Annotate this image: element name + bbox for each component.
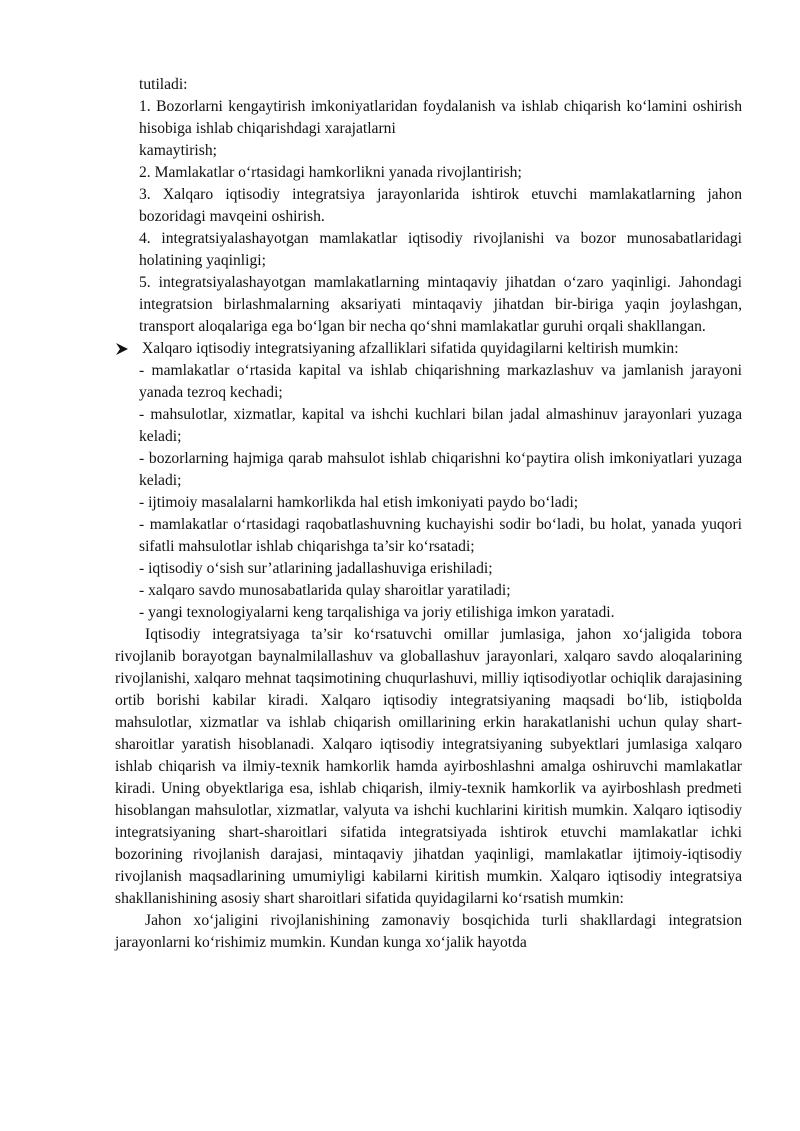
list-item-3: 3. Xalqaro iqtisodiy integratsiya jarayonlarida ishtirok etuvchi mamlakatlarning jahon bozoridagi mavqeini oshirish. xyxy=(139,186,742,225)
list-item-1: 1. Bozorlarni kengaytirish imkoniyatlaridan foydalanish va ishlab chiqarish ko‘lamini oshirish hisobiga ishlab chiqarishdagi xarajatlarni xyxy=(139,98,742,137)
body-paragraph-2: Jahon xo‘jaligini rivojlanishining zamonaviy bosqichida turli shakllardagi integratsion jarayonlarni ko‘rishimiz mumkin. Kundan kunga xo‘jalik hayotda xyxy=(115,912,742,951)
dash-item: - mamlakatlar o‘rtasidagi raqobatlashuvning kuchayishi sodir bo‘ladi, bu holat, yanada yuqori sifatli mahsulotlar ishlab chiqarishga ta’sir ko‘rsatadi; xyxy=(139,516,742,555)
dash-item: - mamlakatlar o‘rtasida kapital va ishlab chiqarishning markazlashuv va jamlanish jarayoni yanada tezroq kechadi; xyxy=(139,362,742,401)
text-line: tutiladi: xyxy=(139,76,188,93)
text-line: kamaytirish; xyxy=(139,142,217,159)
dash-item: - xalqaro savdo munosabatlarida qulay sharoitlar yaratiladi; xyxy=(139,582,511,599)
dash-item: - bozorlarning hajmiga qarab mahsulot ishlab chiqarishni ko‘paytira olish imkoniyatlari yuzaga keladi; xyxy=(139,450,742,489)
dash-item: - ijtimoiy masalalarni hamkorlikda hal etish imkoniyati paydo bo‘ladi; xyxy=(139,494,579,511)
bullet-item xyxy=(115,338,742,360)
dash-item: - iqtisodiy o‘sish sur’atlarining jadallashuviga erishiladi; xyxy=(139,560,493,577)
document-page xyxy=(115,74,742,954)
arrow-bullet-icon xyxy=(115,342,129,356)
list-item-2: 2. Mamlakatlar o‘rtasidagi hamkorlikni yanada rivojlantirish; xyxy=(139,164,522,181)
dash-item: - mahsulotlar, xizmatlar, kapital va ishchi kuchlari bilan jadal almashinuv jarayonlari yuzaga keladi; xyxy=(139,406,742,445)
bullet-text: Xalqaro iqtisodiy integratsiyaning afzalliklari sifatida quyidagilarni keltirish mumkin: xyxy=(142,340,679,357)
body-paragraph-1: Iqtisodiy integratsiyaga ta’sir ko‘rsatuvchi omillar jumlasiga, jahon xo‘jaligida tobora rivojlanib borayotgan baynalmilallashuv va globallashuv jarayonlari, xalqaro savdo aloqalarining rivojlanishi, xalqaro mehnat taqsimotining chuqurlashuvi, milliy iqtisodiyotlar ochiqlik darajasining ortib borishi kabilar kiradi. Xalqaro iqtisodiy integratsiyaning maqsadi bo‘lib, istiqbolda mahsulotlar, xizmatlar va ishlab chiqarish omillarining erkin harakatlanishi uchun qulay shart-sharoitlar yaratish hisoblanadi. Xalqaro iqtisodiy integratsiyaning subyektlari jumlasiga xalqaro ishlab chiqarish va ilmiy-texnik hamkorlik hamda ayirboshlashni amalga oshiruvchi mamlakatlar kiradi. Uning obyektlariga esa, ishlab chiqarish, ilmiy-texnik hamkorlik va ayirboshlash predmeti hisoblangan mahsulotlar, xizmatlar, valyuta va ishchi kuchlarini kiritish mumkin. Xalqaro iqtisodiy integratsiyaning shart-sharoitlari sifatida integratsiyada ishtirok etuvchi mamlakatlar ichki bozorining rivojlanish darajasi, mintaqaviy jihatdan yaqinligi, mamlakatlar ijtimoiy-iqtisodiy rivojlanish maqsadlarining umumiyligi kabilarni kiritish mumkin. Xalqaro iqtisodiy integratsiya shakllanishining asosiy shart sharoitlari sifatida quyidagilarni ko‘rsatish mumkin: xyxy=(115,626,742,907)
list-item-4: 4. integratsiyalashayotgan mamlakatlar iqtisodiy rivojlanishi va bozor munosabatlaridagi holatining yaqinligi; xyxy=(139,230,742,269)
list-item-5: 5. integratsiyalashayotgan mamlakatlarning mintaqaviy jihatdan o‘zaro yaqinligi. Jahondagi integratsion birlashmalarning aksariyati mintaqaviy jihatdan bir-biriga yaqin joylashgan, transport aloqalariga ega bo‘lgan bir necha qo‘shni mamlakatlar guruhi orqali shakllangan. xyxy=(139,274,742,335)
dash-item: - yangi texnologiyalarni keng tarqalishiga va joriy etilishiga imkon yaratadi. xyxy=(139,604,615,621)
